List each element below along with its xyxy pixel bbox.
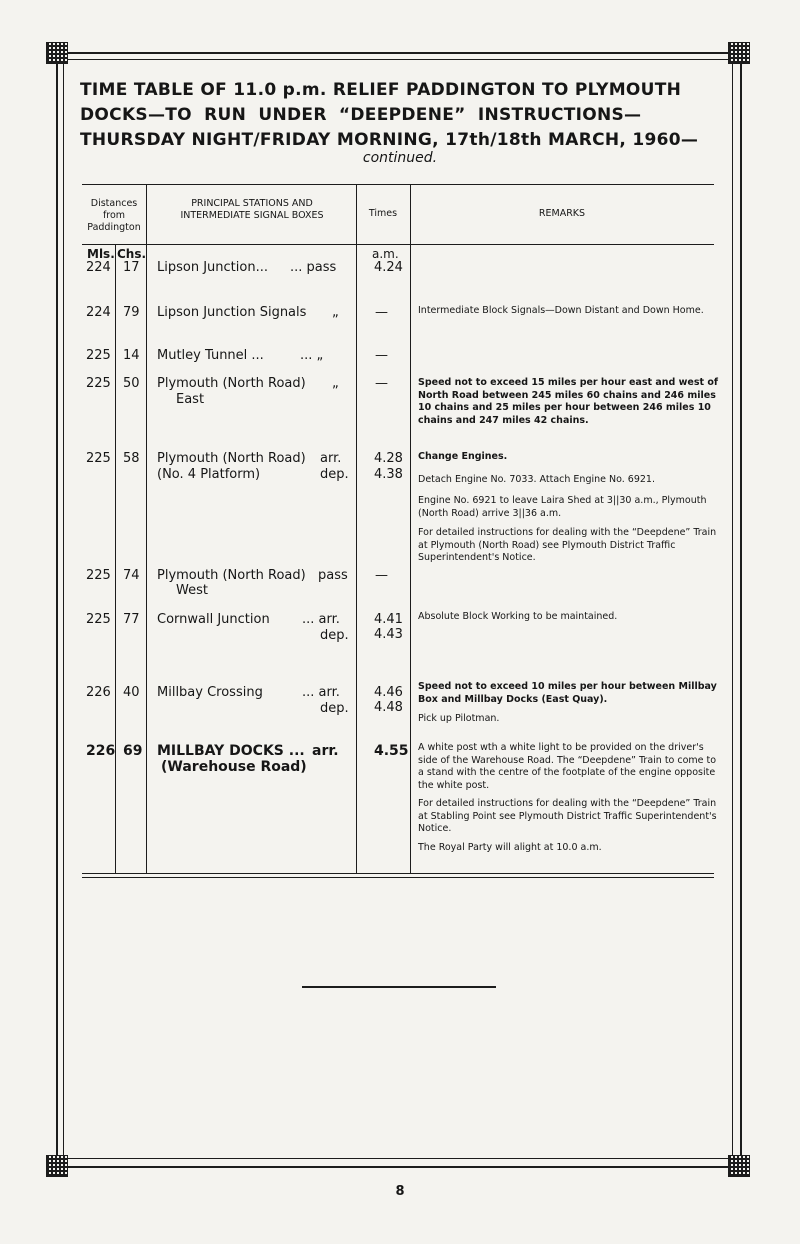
row-6-chs: 74 [123,568,140,583]
row-7-arr: ... arr. [302,612,340,627]
row-5-mls: 225 [86,451,111,466]
header-times: Times [368,208,398,219]
row-3-action: ... „ [300,348,324,363]
row-5-station: Plymouth (North Road) [157,451,306,466]
header-am: a.m. [372,247,399,261]
row-8-dep: dep. [320,701,349,716]
corner-ornament-top-right [728,42,750,64]
row-7-dep: dep. [320,628,349,643]
row-8-station: Millbay Crossing [157,685,263,700]
row-4-station: Plymouth (North Road) [157,376,306,391]
page-title [80,78,720,153]
title-continued: continued. [362,150,438,166]
row-7-chs: 77 [123,612,140,627]
row-3-chs: 14 [123,348,140,363]
row-2-remark: Intermediate Block Signals—Down Distant and Down Home. [418,305,704,316]
row-2-time: — [375,305,388,320]
row-6-station-sub: West [176,583,208,598]
page-border-inner [63,59,733,1159]
table-top-rule [82,184,714,185]
table-bottom-rule-2 [82,877,714,878]
row-2-action: „ [332,305,339,320]
row-8-mls: 226 [86,685,111,700]
col-divider-1 [146,184,147,874]
corner-ornament-top-left [46,42,68,64]
row-4-time: — [375,376,388,391]
row-7-remark: Absolute Block Working to be maintained. [418,611,618,622]
corner-ornament-bottom-left [46,1155,68,1177]
row-9-station-sub: (Warehouse Road) [161,759,307,775]
header-bottom-rule [82,244,714,245]
row-8-chs: 40 [123,685,140,700]
row-6-action: pass [318,568,348,583]
row-1-action: ... pass [290,260,337,275]
row-7-mls: 225 [86,612,111,627]
row-4-action: „ [332,376,339,391]
row-1-station: Lipson Junction... [157,260,268,275]
row-6-mls: 225 [86,568,111,583]
row-9-arr: arr. [312,743,339,759]
row-7-station: Cornwall Junction [157,612,270,627]
row-2-mls: 224 [86,305,111,320]
row-4-station-sub: East [176,392,205,407]
row-5-chs: 58 [123,451,140,466]
end-rule [302,986,496,988]
row-7-time-arr: 4.41 [374,612,403,627]
header-distances: Distances from Paddington [87,198,141,233]
row-9-time: 4.55 [374,743,409,759]
row-5-remark-2: Detach Engine No. 7033. Attach Engine No. 6921. [418,474,655,485]
table-bottom-rule [82,873,714,874]
title-line-2: DOCKS—TO RUN UNDER “DEEPDENE” INSTRUCTIONS— [80,105,642,125]
row-5-time-dep: 4.38 [374,467,403,482]
row-4-mls: 225 [86,376,111,391]
col-divider-3 [410,184,411,874]
row-8-arr: ... arr. [302,685,340,700]
row-1-time: 4.24 [374,260,403,275]
row-2-chs: 79 [123,305,140,320]
row-6-time: — [375,568,388,583]
row-9-mls: 226 [86,743,116,759]
row-2-station: Lipson Junction Signals [157,305,307,320]
row-5-station-sub: (No. 4 Platform) [157,467,261,482]
row-5-remark-1: Change Engines. [418,451,508,462]
row-1-chs: 17 [123,260,140,275]
row-5-arr: arr. [320,451,342,466]
corner-ornament-bottom-right [728,1155,750,1177]
title-line-1: TIME TABLE OF 11.0 p.m. RELIEF PADDINGTON TO PLYMOUTH [80,80,682,100]
row-3-station: Mutley Tunnel ... [157,348,264,363]
col-divider-2 [356,184,357,874]
row-5-time-arr: 4.28 [374,451,403,466]
row-9-chs: 69 [123,743,143,759]
row-8-remark-2: Pick up Pilotman. [418,713,500,724]
row-4-chs: 50 [123,376,140,391]
row-1-mls: 224 [86,260,111,275]
header-remarks: REMARKS [538,208,586,219]
header-mls: Mls. [87,247,115,261]
row-9-remark-2: For detailed instructions for dealing with the “Deepdene” Train at Stabling Point see Plymouth District Traffic Superintendent's Notice. [418,798,717,834]
row-9-station: MILLBAY DOCKS ... [157,743,305,759]
row-7-time-dep: 4.43 [374,627,403,642]
page-number: 8 [395,1184,405,1199]
row-8-time-arr: 4.46 [374,685,403,700]
title-line-3: THURSDAY NIGHT/FRIDAY MORNING, 17th/18th MARCH, 1960— [80,130,699,150]
row-8-time-dep: 4.48 [374,700,403,715]
row-8-remark-1: Speed not to exceed 10 miles per hour between Millbay Box and Millbay Docks (East Quay). [418,681,717,705]
header-stations: PRINCIPAL STATIONS AND INTERMEDIATE SIGNAL BOXES [180,198,324,221]
row-4-remark: Speed not to exceed 15 miles per hour east and west of North Road between 245 miles 60 chains and 246 miles 10 chains and 25 miles per hour between 246 miles 10 chains and 247 miles 42 chains. [418,377,718,426]
header-chs: Chs. [117,247,147,261]
row-3-time: — [375,348,388,363]
row-5-remark-3: Engine No. 6921 to leave Laira Shed at 3||30 a.m., Plymouth (North Road) arrive 3||36 a.m. [418,495,707,519]
row-9-remark-1: A white post wth a white light to be provided on the driver's side of the Warehouse Road. The “Deepdene” Train to come to a stand with the centre of the footplate of the engine opposite the white post. [418,742,717,791]
row-5-remark-4: For detailed instructions for dealing with the “Deepdene” Train at Plymouth (North Road) see Plymouth District Traffic Superintendent's Notice. [418,527,717,563]
row-5-dep: dep. [320,467,349,482]
row-6-station: Plymouth (North Road) [157,568,306,583]
mls-chs-divider [115,244,116,874]
row-9-remark-3: The Royal Party will alight at 10.0 a.m. [418,842,602,853]
row-3-mls: 225 [86,348,111,363]
